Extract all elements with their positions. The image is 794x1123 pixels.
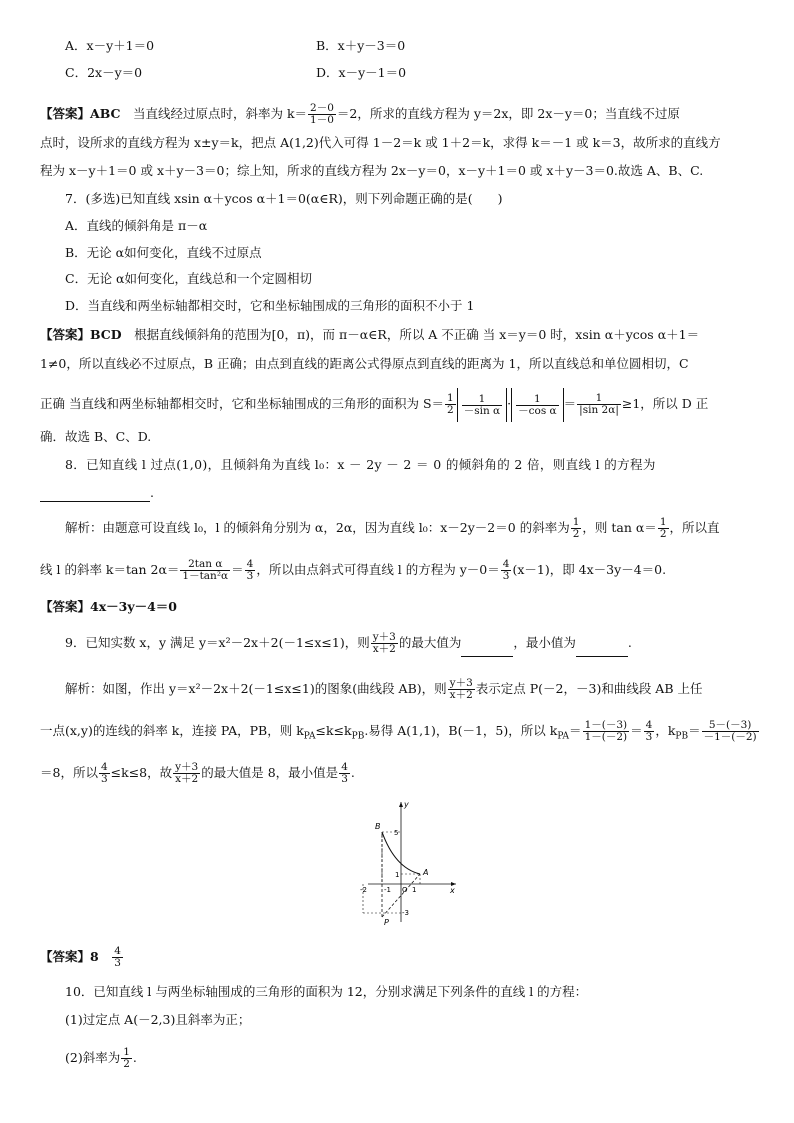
q9-analysis-line-1: 解析：如图，作出 y＝x²－2x＋2(－1≤x≤1)的图象(曲线段 AB)，则 $\frac{y+3}{x+2}$ 表示定点 P(－2，－3)和曲线段 AB 上任 [65,677,703,701]
tick-y5: 5 [394,829,399,837]
fraction: $\frac{4}{3}$ [341,761,348,785]
fraction: $\frac{4}{3}$ [100,761,108,785]
q6-solution-line-1: 【答案】ABC 当直线经过原点时，斜率为 k＝ $\frac{2-0}{1-0}$ ＝2，所求的直线方程为 y＝2x，即 2x－y＝0；当直线不过原 [40,102,680,126]
q6-option-a: A．x－y＋1＝0 [65,38,155,53]
fraction: $\frac{4}{3}$ [502,558,510,582]
q7-option-d: D．当直线和两坐标轴都相交时，它和坐标轴围成的三角形的面积不小于 1 [65,298,475,313]
q8-answer-blank: . [40,483,154,502]
q7-option-b: B．无论 α如何变化，直线不过原点 [65,245,262,260]
point-b-label: B [375,822,381,831]
q8-analysis-line-2: 线 l 的斜率 k＝tan 2α＝ $\frac{\text{2tan α}}{\text{1－tan²α}}$ ＝ $\frac{4}{3}$ ，所以由点斜式可得直线 l 的方程为 y－0＝ $\frac{4}{3}$ (x－1)，即 4x－3y－4＝0. [40,558,667,582]
fill-blank[interactable] [40,483,150,502]
q9-stem: 9．已知实数 x，y 满足 y＝x²－2x＋2(－1≤x≤1)，则 $\frac{y+3}{x+2}$ 的最大值为 ，最小值为 . [65,628,632,657]
fraction: $\frac{1}{2}$ [572,516,580,540]
tick-y1: 1 [395,871,400,879]
q7-solution-line-3: 正确 当直线和两坐标轴都相交时，它和坐标轴围成的三角形的面积为 S＝ $\frac{1}{2}$ $\frac{1}{\text{－sin α}}$ · $\frac{1}{\text{－cos α}}$ ＝ $\frac{1}{|\sin 2\alpha|}$ ≥1，所以 D 正 [40,387,708,422]
q7-option-c: C．无论 α如何变化，直线总和一个定圆相切 [65,271,312,286]
answer-tag: 【答案】ABC [40,106,121,121]
q7-stem: 7．(多选)已知直线 xsin α＋ycos α＋1＝0(α∈R)，则下列命题正确的是( ) [65,191,503,206]
q7-solution-line-4: 确．故选 B、C、D. [40,429,152,444]
abs-value [511,388,564,422]
fraction: $\frac{1}{2}$ [447,392,454,416]
y-axis-arrow [399,802,403,807]
q8-stem: 8．已知直线 l 过点(1,0)，且倾斜角为直线 l₀：x － 2y － 2 ＝ 0 的倾斜角的 2 倍，则直线 l 的方程为 [65,457,656,472]
point-p-label: P [384,918,389,926]
q6-option-d: D．x－y－1＝0 [316,65,407,80]
point-a-label: A [423,868,429,877]
y-axis-label: y [404,800,409,809]
tick-x1: 1 [412,886,417,894]
q7-solution-line-2: 1≠0，所以直线必不过原点，B 正确；由点到直线的距离公式得原点到直线的距离为 1，所以直线总和单位圆相切，C [40,356,689,371]
q9-analysis-line-3: ＝8，所以 $\frac{4}{3}$ ≤k≤8，故 $\frac{y+3}{x+2}$ 的最大值是 8，最小值是 $\frac{4}{3}$ . [40,761,355,785]
q10-part-1: (1)过定点 A(－2,3)且斜率为正； [65,1012,251,1027]
q9-answer: 【答案】8 $\frac{4}{3}$ [40,945,121,969]
q6-solution-line-2: 点时，设所求的直线方程为 x±y＝k，把点 A(1,2)代入可得 1－2＝k 或 1＋2＝k，求得 k＝－1 或 k＝3，故所求的直线方 [40,135,721,150]
fraction: $\frac{1}{|\sin 2\alpha|}$ [579,392,619,416]
fraction: $\frac{1-(-3)}{1-(-2)}$ [584,719,628,743]
abs-value [457,388,507,422]
origin-label: O [402,886,408,894]
tick-y-neg3: -3 [402,909,409,917]
answer-tag: 【答案】BCD [40,327,122,342]
q9-analysis-line-2: 一点(x,y)的连线的斜率 k，连接 PA，PB，则 $k_{PA}\le k\le k_{PB}$.易得 A(1,1)，B(－1，5)，所以 $k_{PA}=$ $\frac{1-(-3)}{1-(-2)}$ ＝ $\frac{4}{3}$ ，$k_{PB}=$ $\frac{5-(-3)}{-1-(-2)}$ [40,719,757,743]
q6-solution-line-3: 程为 x－y＋1＝0 或 x＋y－3＝0；综上知，所求的直线方程为 2x－y＝0，x－y＋1＝0 或 x＋y－3＝0.故选 A、B、C. [40,163,704,178]
q7-solution-line-1: 【答案】BCD 根据直线倾斜角的范围为[0，π)，而 π－α∈R，所以 A 不正确 当 x＝y＝0 时，xsin α＋ycos α＋1＝ [40,327,700,342]
q6-option-c: C．2x－y＝0 [65,65,143,80]
fraction: $\frac{y+3}{x+2}$ [175,761,199,785]
fraction: $\frac{\text{2tan α}}{\text{1－tan²α}}$ [182,558,229,582]
fraction: $\frac{2-0}{1-0}$ [310,102,334,126]
q8-answer: 【答案】4x－3y－4＝0 [40,599,178,614]
fill-blank-min[interactable] [576,628,628,657]
fraction: $\frac{1}{2}$ [123,1046,130,1070]
fraction: $\frac{1}{\text{－sin α}}$ [463,392,501,417]
q10-part-2: (2)斜率为 $\frac{1}{2}$ . [65,1046,137,1070]
q8-analysis-line-1: 解析：由题意可设直线 l₀，l 的倾斜角分别为 α，2α，因为直线 l₀：x－2y－2＝0 的斜率为 $\frac{1}{2}$ ，则 tan α＝ $\frac{1}{2}$ ，所以直 [65,516,720,540]
fraction: $\frac{4}{3}$ [645,719,653,743]
x-axis-label: x [450,886,455,895]
tick-x-neg2: -2 [360,886,367,894]
fraction: $\frac{4}{3}$ [114,945,121,969]
fraction: $\frac{4}{3}$ [246,558,254,582]
fraction: $\frac{y+3}{x+2}$ [372,631,396,655]
tick-x-neg1: -1 [384,886,391,894]
q9-graph-figure [360,798,460,926]
fraction: $\frac{5-(-3)}{-1-(-2)}$ [703,719,757,743]
fill-blank-max[interactable] [461,628,513,657]
fraction: $\frac{y+3}{x+2}$ [449,677,473,701]
q6-option-b: B．x＋y－3＝0 [316,38,406,53]
q10-stem: 10．已知直线 l 与两坐标轴围成的三角形的面积为 12，分别求满足下列条件的直线 l 的方程： [65,984,588,999]
q7-option-a: A．直线的倾斜角是 π－α [65,218,208,233]
fraction: $\frac{1}{2}$ [659,516,667,540]
fraction: $\frac{1}{\text{－cos α}}$ [518,392,557,417]
